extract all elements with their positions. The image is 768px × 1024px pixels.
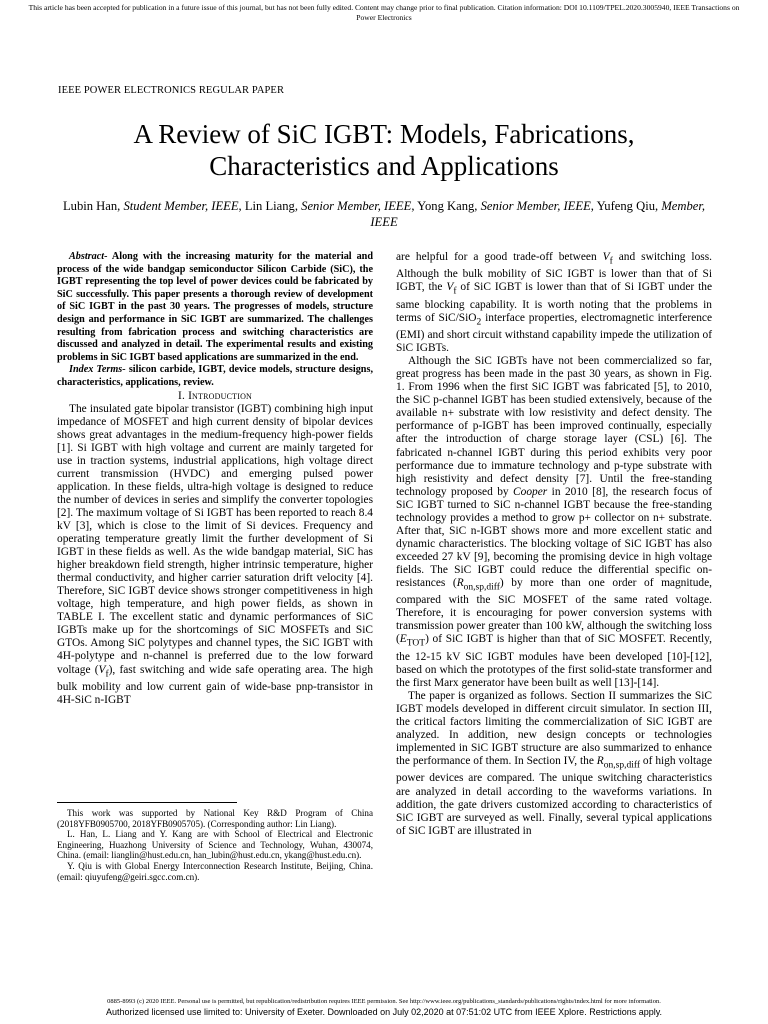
author-3-name: , Yong Kang, <box>411 199 481 213</box>
author-3-role: Senior Member, IEEE <box>480 199 591 213</box>
p0-c: of SiC IGBT is lower than that of Si IGBT under the same blocking capability. It is worth noting that the problems in terms of SiC/SiO <box>396 281 713 324</box>
p2-a: The paper is organized as follows. Section II summarizes the SiC IGBT models developed in different circuit simulator. In section III, the critical factors limiting the commercialization of SiC IGBT are analyzed. In addition, new design concepts or technologies implemented in SiC IGBT structure are also summarized to enhance the performance of them. In Section IV, the <box>396 689 712 768</box>
left-column <box>57 251 373 707</box>
paper-title: A Review of SiC IGBT: Models, Fabrications, Characteristics and Applications <box>133 119 635 181</box>
right-column <box>396 251 712 838</box>
vf-subscript: f <box>609 256 613 267</box>
p2-b: of high voltage power devices are compared. The unique switching characteristics are analyzed in detail according to the waveforms variations. In addition, the gate drivers customized according to characteristics of SiC IGBT are surveyed as well. Finally, several typical applications of SiC IGBT are illustrated in <box>396 755 712 837</box>
intro-p1-text: The insulated gate bipolar transistor (IGBT) combining high input impedance of MOSFET and high current density of bipolar devices shows great advantages in the medium-frequency high-power fields [1]. Si IGBT with high voltage and current are mainly targeted for use in traction systems, industrial applications, high voltage direct current transmission (HVDC) and emerging pulsed power application. In these fields, ultra-high voltage is designed to reduce the number of devices in series and simplify the converter topologies [2]. The maximum voltage of Si IGBT has been reported to reach 8.4 kV [3], which is close to the limit of Si devices. Frequency and operating temperature greatly limit the further development of Si IGBT in these fields as well. As the wide bandgap material, SiC has higher breakdown field strength, higher intrinsic temperature, higher thermal conductivity, and higher carrier saturation drift velocity [4]. Therefore, SiC IGBT device shows stronger competitiveness in high voltage, high temperature, and high power fields, as shown in TABLE I. The excellent static and dynamic performances of SiC IGBTs make up for the shortcomings of SiC MOSFETs and SiC GTOs. Among SiC polytypes and channel types, the SiC IGBT with 4H-polytype and n-channel is preferred due to the low forward voltage ( <box>57 402 373 676</box>
p1-b: in 2010 [8], the research focus of SiC IGBT turned to SiC n-channel IGBT because the free-standing technology provides a method to grow p+ collector on n+ substrate. After that, SiC n-IGBT shows more and more excellent static and dynamic characteristics. The blocking voltage of SiC IGBT has also exceeded 27 kV [9], becoming the promising device in high voltage fields. The SiC IGBT could reduce the differential specific on-resistances ( <box>396 485 712 589</box>
r-symbol: R <box>456 576 464 589</box>
section-numeral: I. <box>177 389 189 402</box>
sio2-subscript: 2 <box>476 317 482 328</box>
vf-symbol: V <box>446 281 454 294</box>
vf-subscript: f <box>453 286 457 297</box>
index-terms-text: silicon carbide, IGBT, device models, structure designs, characteristics, applications, review. <box>57 364 373 388</box>
intro-paragraph-1 <box>57 403 373 707</box>
footnote-affiliation-1: L. Han, L. Liang and Y. Kang are with School of Electrical and Electronic Engineering, Huazhong University of Science and Technology, Wuhan, 430074, China. (email: lianglin@hust.edu.cn, han_lubin@hust.edu.cn, ykang@hust.edu.cn). <box>57 829 373 861</box>
r-subscript: on,sp,diff <box>463 582 500 593</box>
organization-paragraph <box>396 690 712 838</box>
p1-d: ) of SiC IGBT is higher than that of SiC MOSFET. Recently, the 12-15 kV SiC IGBT modules have been developed [10]-[12], based on which the prototypes of the first solid-state transformer and the first Marx generator have been built as well [13]-[14]. <box>396 633 712 689</box>
p0-d: interface properties, electromagnetic interference (EMI) and short circuit withstand capability impede the utilization of SiC IGBTs. <box>396 311 712 355</box>
abstract <box>57 251 373 390</box>
section-title: Introduction <box>188 389 253 402</box>
index-terms-label: Index Terms- <box>69 364 126 376</box>
footnote-affiliation-2: Y. Qiu is with Global Energy Interconnection Research Institute, Beijing, China. (email: qiuyufeng@geiri.sgcc.com.cn). <box>57 860 373 882</box>
e-subscript: TOT <box>406 638 426 649</box>
r-subscript: on,sp,diff <box>603 760 641 771</box>
license-footer: 0885-8993 (c) 2020 IEEE. Personal use is permitted, but republication/redistribution requires IEEE permission. See http://www.ieee.org/publications_standards/publications/rights/index.html for more information. <box>107 998 661 1005</box>
vf-symbol: V <box>602 251 610 263</box>
abstract-text: Along with the increasing maturity for the material and process of the wide bandgap semiconductor Silicon Carbide (SiC), the IGBT representing the top level of power devices could be fabricated by SiC successfully. This paper presents a thorough review of development of SiC IGBT in the past 30 years. The progresses of models, structure design and performance in SiC IGBT are summarized. The challenges resulting from fabrication process and switching characteristics are discussed and analyzed in detail. The experimental results and existing problems in SiC IGBT based applications are summarized in the end. <box>57 251 373 363</box>
footnotes <box>57 808 373 882</box>
r-symbol: R <box>596 755 604 768</box>
footnote-divider <box>57 802 237 803</box>
p1-c: ) by more than one order of magnitude, compared with the SiC MOSFET of the same rated voltage. Therefore, it is encouraging for power conversion systems with transmission power greater than 100 kW, although the switching loss ( <box>396 576 712 646</box>
p0-b: and switching loss. Although the bulk mobility of SiC IGBT is lower than that of Si IGBT, the <box>396 251 712 294</box>
author-4-role: Member, IEEE <box>370 199 706 229</box>
author-list <box>60 198 708 230</box>
author-1-role: Student Member, IEEE <box>123 199 239 213</box>
vf-subscript: f <box>105 668 109 679</box>
authorized-use-footer: Authorized licensed use limited to: University of Exeter. Downloaded on July 02,2020 at 07:51:02 UTC from IEEE Xplore. Restrictions apply. <box>105 1007 663 1017</box>
paper-kind-label: IEEE POWER ELECTRONICS REGULAR PAPER <box>58 85 285 96</box>
p0-a: are helpful for a good trade-off between <box>396 251 603 263</box>
journal-notice: This article has been accepted for publication in a future issue of this journal, but has not been fully edited. Content may change prior to final publication. Citation information: DOI 10.1109/TPEL.2020.3005940, IEEE Transactions on Power Electronics <box>28 3 740 22</box>
author-4-name: , Yufeng Qiu, <box>590 199 662 213</box>
vf-symbol: V <box>98 663 106 676</box>
author-2-role: Senior Member, IEEE <box>301 199 412 213</box>
footnote-funding: This work was supported by National Key R&D Program of China (2018YFB0905700, 2018YFB0905705). (Corresponding author: Lin Liang). <box>57 808 373 829</box>
author-2-name: , Lin Liang, <box>238 199 302 213</box>
abstract-label: Abstract- <box>69 251 108 262</box>
continued-paragraph <box>396 251 712 355</box>
e-symbol: E <box>399 633 407 646</box>
p1-a: Although the SiC IGBTs have not been commercialized so far, great progress has been made in the past 30 years, as shown in Fig. 1. From 1996 when the first SiC IGBT was fabricated [5], to 2010, the SiC p-channel IGBT has been studied extensively, because of the available n+ substrate with low resistivity and defect density. The performance of p-IGBT has been improved continually, especially after the introduction of charge storage layer (CSL) [6]. The fabricated n-channel IGBT during this period exhibits very poor performance due to immature technology and p-type substrate with high resistivity and defect density [7]. Until the free-standing technology proposed by <box>396 355 712 498</box>
intro-p1-end: ), fast switching and wide safe operating area. The high bulk mobility and low current gain of wide-base pnp-transistor in 4H-SiC n-IGBT <box>57 663 374 706</box>
section-heading-introduction <box>57 390 373 403</box>
author-1-name: Lubin Han, <box>62 199 124 213</box>
cooper-name: Cooper <box>513 485 548 498</box>
history-paragraph <box>396 355 712 690</box>
